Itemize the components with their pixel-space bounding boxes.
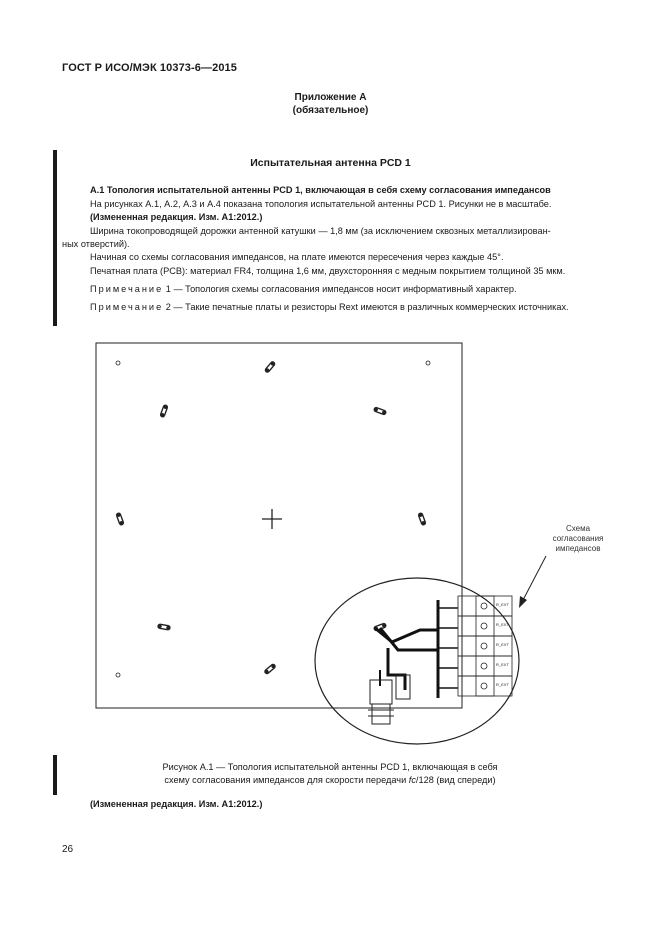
change-bar xyxy=(53,755,57,795)
appendix-title: Приложение А xyxy=(294,92,367,103)
paragraph-figures: На рисунках А.1, А.2, А.3 и А.4 показана топология испытательной антенны PCD 1. Рисунки не в масштабе. xyxy=(90,199,552,209)
component-label: R_EXT xyxy=(496,662,509,667)
note-2 xyxy=(90,301,569,313)
section-title: Испытательная антенна PCD 1 xyxy=(250,157,411,169)
note-text: — Топология схемы согласования импедансов носит информативный характер. xyxy=(173,284,517,294)
callout-arrowhead xyxy=(519,596,527,608)
figure-caption-line1: Рисунок А.1 — Топология испытательной антенны PCD 1, включающая в себя xyxy=(162,762,498,772)
component-label: R_EXT xyxy=(496,602,509,607)
subsection-heading: А.1 Топология испытательной антенны PCD 1, включающая в себя схему согласования импедансов xyxy=(90,185,551,195)
edit-note: (Измененная редакция. Изм. А1:2012.) xyxy=(90,212,263,222)
callout-label-line: согласования xyxy=(552,534,604,543)
footer-edit-note: (Измененная редакция. Изм. А1:2012.) xyxy=(90,799,263,809)
caption-text: /128 (вид спереди) xyxy=(415,775,496,785)
paragraph-crossings: Начиная со схемы согласования импедансов, на плате имеются пересечения через каждые 45°. xyxy=(90,252,504,262)
callout-label-line: импедансов xyxy=(555,544,601,553)
antenna-figure xyxy=(0,330,661,755)
note-1 xyxy=(90,283,517,295)
callout-label xyxy=(553,524,604,553)
component-label: R_EXT xyxy=(496,682,509,687)
note-number: 1 xyxy=(165,284,171,294)
component-label: R_EXT xyxy=(496,642,509,647)
component-label: R_EXT xyxy=(496,622,509,627)
matching-circuit-traces xyxy=(375,600,458,698)
callout-label-line: Схема xyxy=(565,524,591,533)
paragraph-pcb: Печатная плата (PCB): материал FR4, толщина 1,6 мм, двухсторонняя с медным покрытием толщиной 35 мкм. xyxy=(90,266,566,276)
change-bar xyxy=(53,150,57,326)
matching-circuit-highlight xyxy=(315,578,519,744)
note-text: — Такие печатные платы и резисторы Rext имеются в различных коммерческих источниках. xyxy=(173,302,569,312)
page-number: 26 xyxy=(62,844,74,855)
via-slots xyxy=(116,361,426,674)
appendix-status: (обязательное) xyxy=(292,105,369,116)
caption-text: схему согласования импедансов для скорости передачи xyxy=(164,775,409,785)
paragraph-track-width: Ширина токопроводящей дорожки антенной катушки — 1,8 мм (за исключением сквозных металлизирован- xyxy=(90,226,551,236)
component-labels xyxy=(496,602,509,687)
figure-caption-line2 xyxy=(80,774,580,786)
callout-arrow-line xyxy=(522,556,546,602)
note-number: 2 xyxy=(165,302,171,312)
paragraph-track-width-cont: ных отверстий). xyxy=(62,239,130,249)
document-header: ГОСТ Р ИСО/МЭК 10373-6—2015 xyxy=(62,62,237,74)
pcb-outline xyxy=(96,343,462,708)
note-label: Примечание xyxy=(90,284,164,294)
caption-variable: fc xyxy=(408,775,416,785)
note-label: Примечание xyxy=(90,302,164,312)
